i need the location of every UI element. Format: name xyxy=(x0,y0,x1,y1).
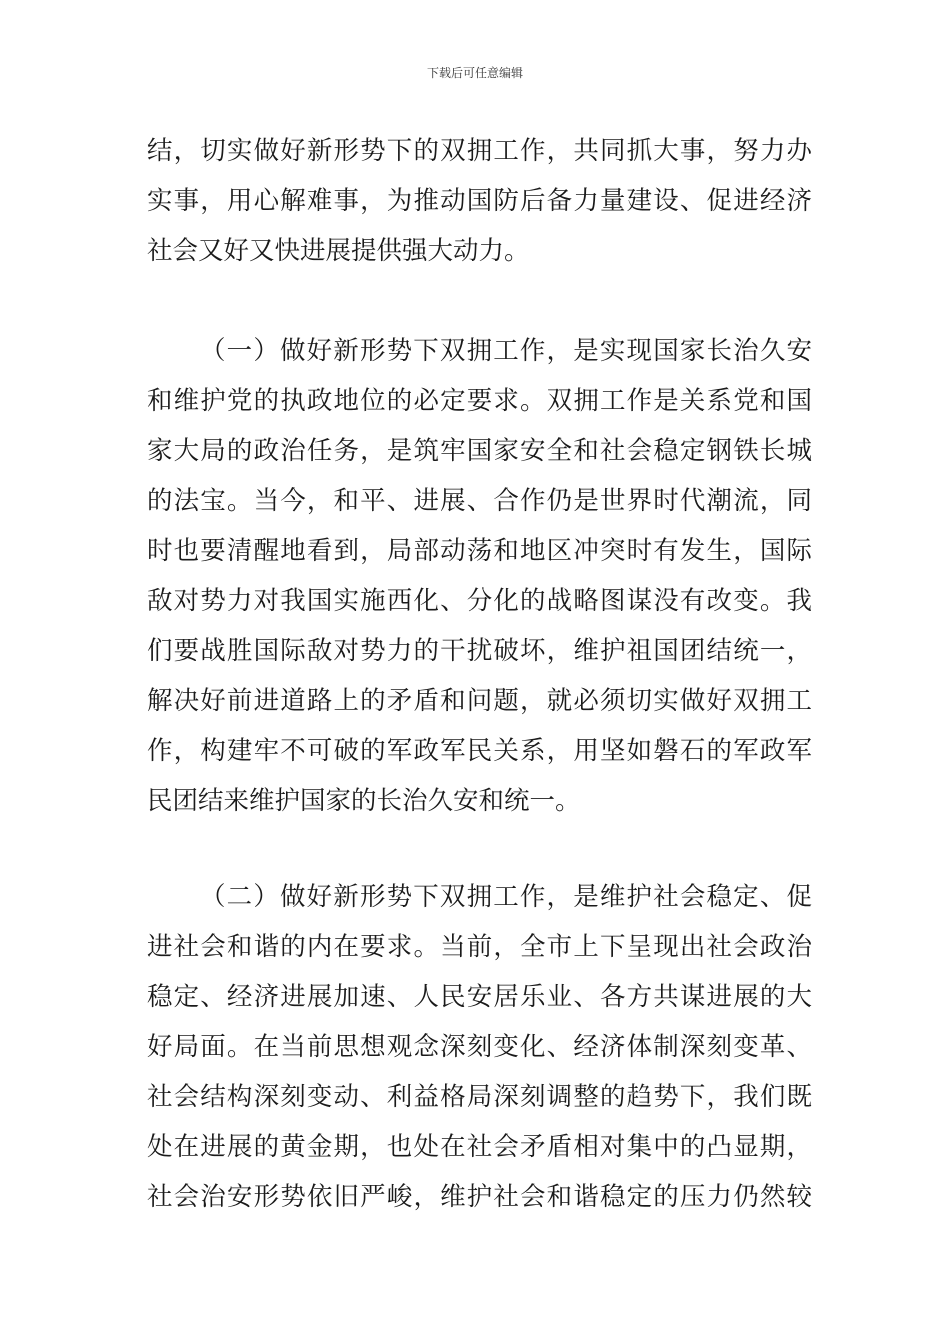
paragraph-2-line-4: 的法宝。当今，和平、进展、合作仍是世界时代潮流，同 xyxy=(147,486,812,516)
paragraph-3-line-6: 处在进展的黄金期，也处在社会矛盾相对集中的凸显期， xyxy=(147,1132,812,1162)
paragraph-2-line-5: 时也要清醒地看到，局部动荡和地区冲突时有发生，国际 xyxy=(147,536,812,566)
page-header: 下载后可任意编辑 xyxy=(426,66,523,80)
paragraph-3-line-2: 进社会和谐的内在要求。当前，全市上下呈现出社会政治 xyxy=(147,932,812,962)
paragraph-1-line-2: 实事，用心解难事，为推动国防后备力量建设、促进经济 xyxy=(147,186,812,216)
paragraph-2-line-10: 民团结来维护国家的长治久安和统一。 xyxy=(147,786,581,816)
paragraph-2-line-9: 作，构建牢不可破的军政军民关系，用坚如磐石的军政军 xyxy=(147,736,812,766)
paragraph-2-line-8: 解决好前进道路上的矛盾和问题，就必须切实做好双拥工 xyxy=(147,686,812,716)
paragraph-3-line-1: （二）做好新形势下双拥工作，是维护社会稳定、促 xyxy=(200,882,812,912)
paragraph-1-line-1: 结，切实做好新形势下的双拥工作，共同抓大事，努力办 xyxy=(147,136,812,166)
paragraph-2-line-1: （一）做好新形势下双拥工作，是实现国家长治久安 xyxy=(200,336,812,366)
paragraph-2-line-2: 和维护党的执政地位的必定要求。双拥工作是关系党和国 xyxy=(147,386,812,416)
paragraph-3-line-3: 稳定、经济进展加速、人民安居乐业、各方共谋进展的大 xyxy=(147,982,812,1012)
paragraph-2-line-7: 们要战胜国际敌对势力的干扰破坏，维护祖国团结统一， xyxy=(147,636,812,666)
paragraph-1-line-3: 社会又好又快进展提供强大动力。 xyxy=(147,236,530,266)
paragraph-2-line-3: 家大局的政治任务，是筑牢国家安全和社会稳定钢铁长城 xyxy=(147,436,812,466)
paragraph-3-line-4: 好局面。在当前思想观念深刻变化、经济体制深刻变革、 xyxy=(147,1032,812,1062)
paragraph-3-line-7: 社会治安形势依旧严峻，维护社会和谐稳定的压力仍然较 xyxy=(147,1182,812,1212)
paragraph-2-line-6: 敌对势力对我国实施西化、分化的战略图谋没有改变。我 xyxy=(147,586,812,616)
paragraph-3-line-5: 社会结构深刻变动、利益格局深刻调整的趋势下，我们既 xyxy=(147,1082,812,1112)
